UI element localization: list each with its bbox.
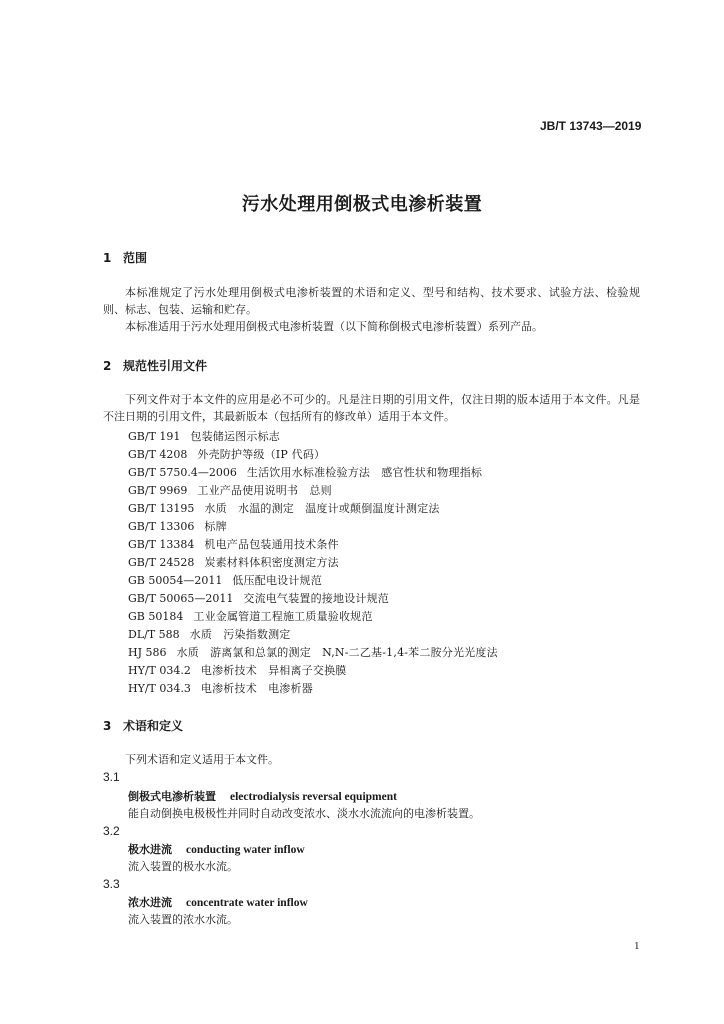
section-number: 3 (103, 719, 112, 733)
standard-number: JB/T 13743—2019 (540, 119, 642, 133)
reference-name: 包装储运图示标志 (190, 430, 281, 443)
terms-intro: 下列术语和定义适用于本文件。 (125, 753, 279, 766)
term-chinese: 倒极式电渗析装置 (128, 790, 216, 803)
reference-name: 水质 游离氯和总氯的测定 N,N-二乙基-1,4-苯二胺分光光度法 (176, 646, 498, 659)
reference-code: GB 50054—2011 (128, 574, 223, 587)
reference-item (128, 662, 347, 678)
reference-item (128, 500, 440, 516)
term-chinese: 浓水进流 (128, 896, 172, 909)
reference-code: GB/T 24528 (128, 556, 195, 569)
reference-code: HY/T 034.2 (128, 664, 191, 677)
reference-name: 炭素材料体积密度测定方法 (204, 556, 339, 569)
reference-item (128, 446, 325, 462)
reference-code: GB/T 13384 (128, 538, 195, 551)
reference-name: 工业产品使用说明书 总则 (197, 484, 332, 497)
reference-name: 外壳防护等级（IP 代码） (197, 448, 326, 461)
term-number: 3.2 (103, 824, 120, 838)
reference-code: GB/T 13306 (128, 520, 195, 533)
references-intro: 下列文件对于本文件的应用是必不可少的。凡是注日期的引用文件，仅注日期的版本适用于本文件。凡是不注日期的引用文件，其最新版本（包括所有的修改单）适用于本文件。 (103, 393, 640, 423)
section-heading-scope (103, 249, 147, 266)
term-heading (128, 788, 397, 804)
reference-name: 低压配电设计规范 (232, 574, 322, 587)
reference-name: 水质 水温的测定 温度计或颠倒温度计测定法 (204, 502, 440, 515)
section-number: 1 (103, 251, 112, 265)
reference-item (128, 554, 339, 570)
reference-item (128, 644, 498, 660)
reference-name: 水质 污染指数测定 (189, 628, 291, 641)
term-heading (128, 894, 308, 910)
term-definition: 流入装置的浓水水流。 (128, 913, 238, 926)
reference-name: 电渗析技术 异相离子交换膜 (200, 664, 347, 677)
reference-code: GB/T 9969 (128, 484, 188, 497)
term-english: electrodialysis reversal equipment (230, 791, 397, 803)
reference-item (128, 572, 322, 588)
reference-item (128, 626, 290, 642)
reference-code: HY/T 034.3 (128, 682, 191, 695)
reference-item (128, 536, 339, 552)
reference-item (128, 464, 482, 480)
reference-code: GB 50184 (128, 610, 184, 623)
reference-code: GB/T 4208 (128, 448, 188, 461)
reference-name: 工业金属管道工程施工质量验收规范 (193, 610, 373, 623)
term-english: conducting water inflow (186, 844, 305, 856)
section-title: 术语和定义 (123, 719, 184, 733)
section-number: 2 (103, 359, 112, 373)
reference-code: HJ 586 (128, 646, 167, 659)
reference-item (128, 608, 373, 624)
reference-code: GB/T 191 (128, 430, 181, 443)
scope-paragraph-2: 本标准适用于污水处理用倒极式电渗析装置（以下简称倒极式电渗析装置）系列产品。 (125, 320, 543, 333)
reference-code: GB/T 5750.4—2006 (128, 466, 237, 479)
reference-item (128, 482, 332, 498)
term-heading (128, 841, 305, 857)
term-definition: 流入装置的极水水流。 (128, 860, 238, 873)
reference-name: 电渗析技术 电渗析器 (200, 682, 313, 695)
section-title: 规范性引用文件 (123, 359, 208, 373)
term-definition: 能自动倒换电极极性并同时自动改变浓水、淡水水流流向的电渗析装置。 (128, 807, 480, 820)
reference-item (128, 428, 280, 444)
section-heading-terms (103, 717, 183, 734)
page-number: 1 (634, 940, 640, 952)
scope-paragraph-1: 本标准规定了污水处理用倒极式电渗析装置的术语和定义、型号和结构、技术要求、试验方法、检验规则、标志、包装、运输和贮存。 (103, 286, 640, 316)
term-english: concentrate water inflow (186, 897, 308, 909)
document-title: 污水处理用倒极式电渗析装置 (241, 194, 483, 215)
term-number: 3.3 (103, 877, 120, 891)
reference-code: GB/T 50065—2011 (128, 592, 234, 605)
reference-name: 标牌 (204, 520, 227, 533)
section-heading-references (103, 357, 207, 374)
reference-name: 交流电气装置的接地设计规范 (243, 592, 390, 605)
term-chinese: 极水进流 (128, 843, 172, 856)
section-title: 范围 (123, 251, 148, 265)
reference-item (128, 680, 313, 696)
reference-name: 机电产品包装通用技术条件 (204, 538, 339, 551)
reference-code: GB/T 13195 (128, 502, 195, 515)
reference-item (128, 518, 227, 534)
reference-code: DL/T 588 (128, 628, 180, 641)
term-number: 3.1 (103, 770, 120, 784)
reference-name: 生活饮用水标准检验方法 感官性状和物理指标 (246, 466, 483, 479)
reference-item (128, 590, 389, 606)
